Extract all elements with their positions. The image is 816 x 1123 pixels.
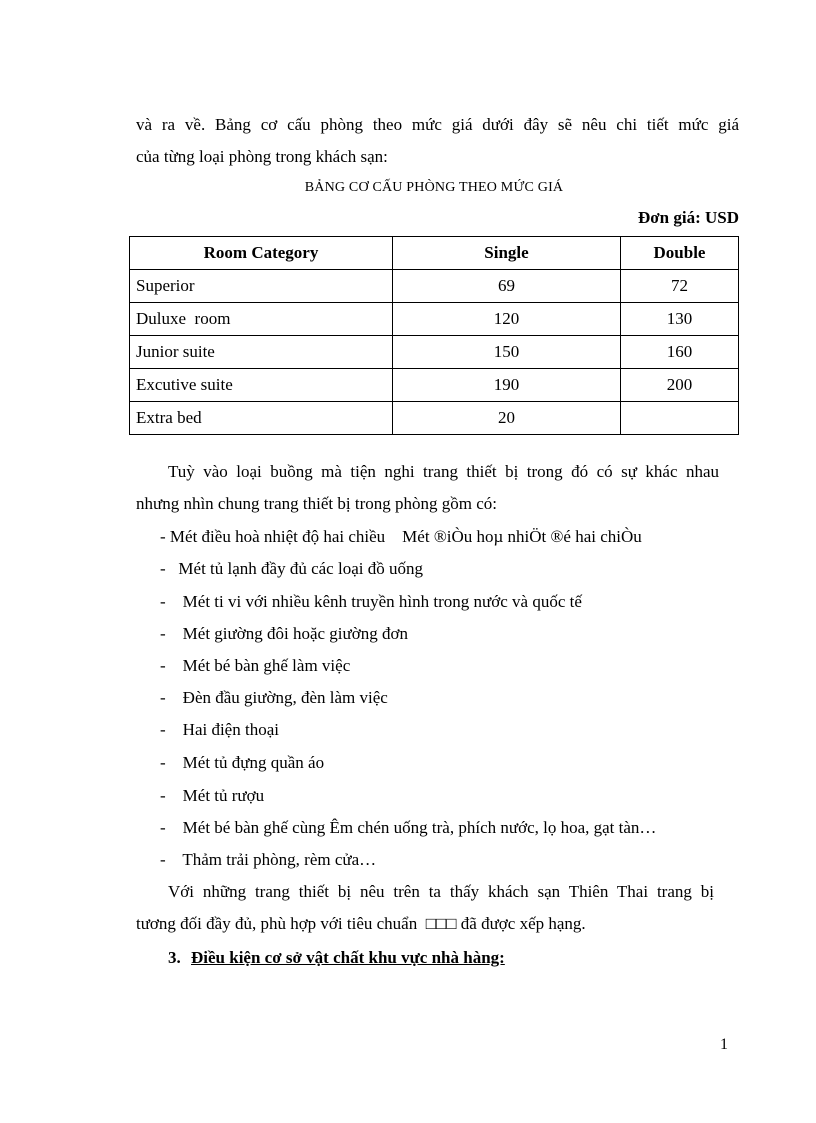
- row-double-price: [621, 402, 739, 435]
- table-title: BẢNG CƠ CẤU PHÒNG THEO MỨC GIÁ: [304, 180, 564, 195]
- row-single-price: 69: [393, 270, 621, 303]
- row-single-price: 20: [393, 402, 621, 435]
- row-double-price: 72: [621, 270, 739, 303]
- table-row: [130, 336, 739, 369]
- list-item: - Thảm trải phòng, rèm cửa…: [160, 850, 377, 869]
- list-item: - Mét tủ lạnh đầy đủ các loại đồ uống: [160, 559, 423, 578]
- section-heading: [168, 948, 505, 968]
- conclusion-line-2: tương đối đầy đủ, phù hợp với tiêu chuẩn □□□ đã được xếp hạng.: [136, 914, 586, 933]
- row-category: Excutive suite: [130, 369, 393, 402]
- table-header-row: [130, 237, 739, 270]
- section-title: Điều kiện cơ sở vật chất khu vực nhà hàng:: [191, 948, 505, 967]
- price-table: [129, 236, 739, 435]
- row-category: Extra bed: [130, 402, 393, 435]
- intro-line-1: và ra về. Bảng cơ cấu phòng theo mức giá dưới đây sẽ nêu chi tiết mức giá: [136, 115, 739, 134]
- table-row: [130, 270, 739, 303]
- row-category: Junior suite: [130, 336, 393, 369]
- table-row: [130, 303, 739, 336]
- conclusion-line-1: Với những trang thiết bị nêu trên ta thấy khách sạn Thiên Thai trang bị: [168, 882, 714, 901]
- list-item: - Mét điều hoà nhiệt độ hai chiều Mét ®iÒu hoµ nhiÖt ®é hai chiÒu: [160, 527, 642, 546]
- list-item: - Mét bé bàn ghế cùng Êm chén uống trà, phích nước, lọ hoa, gạt tàn…: [160, 818, 657, 837]
- row-double-price: 130: [621, 303, 739, 336]
- row-single-price: 120: [393, 303, 621, 336]
- list-item: - Mét ti vi với nhiều kênh truyền hình trong nước và quốc tế: [160, 592, 582, 611]
- table-row: [130, 402, 739, 435]
- header-double: Double: [621, 237, 739, 270]
- row-double-price: 200: [621, 369, 739, 402]
- row-single-price: 150: [393, 336, 621, 369]
- unit-label: Đơn giá: USD: [637, 208, 739, 227]
- list-item: - Mét tủ rượu: [160, 786, 265, 805]
- paragraph-2-line-1: Tuỳ vào loại buồng mà tiện nghi trang thiết bị trong đó có sự khác nhau: [168, 462, 719, 481]
- table-row: [130, 369, 739, 402]
- row-category: Superior: [130, 270, 393, 303]
- row-double-price: 160: [621, 336, 739, 369]
- section-number: 3.: [168, 948, 181, 967]
- row-single-price: 190: [393, 369, 621, 402]
- list-item: - Mét tủ đựng quần áo: [160, 753, 325, 772]
- header-room-category: Room Category: [130, 237, 393, 270]
- header-single: Single: [393, 237, 621, 270]
- list-item: - Đèn đầu giường, đèn làm việc: [160, 688, 388, 707]
- paragraph-2-line-2: nhưng nhìn chung trang thiết bị trong phòng gồm có:: [136, 494, 497, 513]
- list-item: - Mét giường đôi hoặc giường đơn: [160, 624, 408, 643]
- page-number: 1: [720, 1036, 728, 1053]
- row-category: Duluxe room: [130, 303, 393, 336]
- list-item: - Mét bé bàn ghế làm việc: [160, 656, 351, 675]
- intro-line-2: của từng loại phòng trong khách sạn:: [136, 147, 388, 166]
- list-item: - Hai điện thoại: [160, 720, 279, 739]
